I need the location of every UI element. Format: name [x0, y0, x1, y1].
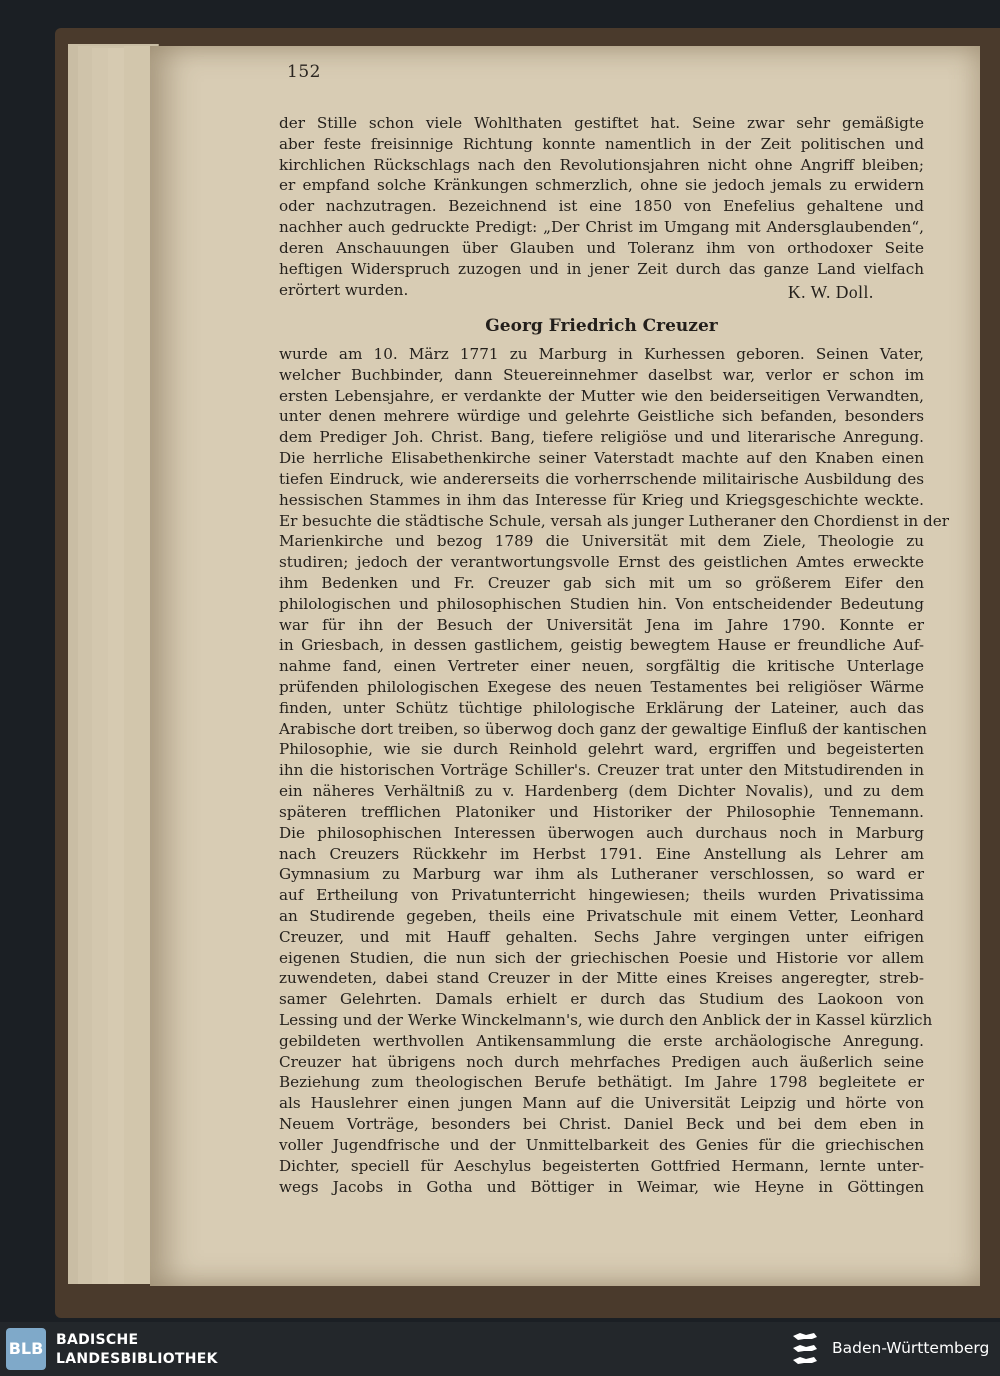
text-line: prüfenden philologischen Exegese des neuen Testamentes bei religiöser Wärme — [279, 678, 924, 696]
paragraph-previous-article — [279, 113, 924, 300]
blb-logo[interactable]: BLB — [6, 1328, 46, 1370]
text-line: nach Creuzers Rückkehr im Herbst 1791. Eine Anstellung als Lehrer am — [279, 844, 924, 863]
page-number: 152 — [287, 62, 321, 82]
text-line: Arabische dort treiben, so überwog doch ganz der gewaltige Einfluß der kantischen — [279, 719, 927, 738]
text-line: Beziehung zum theologischen Berufe bethätigt. Im Jahre 1798 begleitete er — [279, 1073, 924, 1092]
text-line: auf Ertheilung von Privatunterricht hingewiesen; theils wurden Privatissima — [279, 886, 924, 905]
text-line: als Hauslehrer einen jungen Mann auf die Universität Leipzig und hörte von — [279, 1094, 924, 1113]
text-line: heftigen Widerspruch zuzogen und in jener Zeit durch das ganze Land vielfach — [279, 259, 924, 278]
text-line: Philosophie, wie sie durch Reinhold gelehrt ward, ergriffen und begeisterten — [279, 740, 924, 759]
text-line: Creuzer hat übrigens noch durch mehrfaches Predigen auch äußerlich seine — [279, 1052, 924, 1071]
text-line: aber feste freisinnige Richtung konnte namentlich in der Zeit politischen und — [279, 134, 924, 153]
article-heading: Georg Friedrich Creuzer — [485, 316, 718, 336]
lions-coat-of-arms-icon — [790, 1330, 820, 1370]
text-line: Lessing und der Werke Winckelmann's, wie durch den Anblick der in Kassel kürzlich — [279, 1011, 933, 1029]
text-line: nahme fand, einen Vertreter einer neuen, sorgfältig die kritische Unterlage — [279, 657, 924, 676]
text-line: zuwendeten, dabei stand Creuzer in der Mitte eines Kreises angeregter, streb- — [279, 969, 924, 988]
text-line: dem Prediger Joh. Christ. Bang, tiefere religiöse und und literarische Anregung. — [279, 428, 924, 447]
text-line: ersten Lebensjahre, er verdankte der Mutter wie den beiderseitigen Verwandten, — [279, 386, 924, 405]
paragraph-creuzer-biography — [279, 344, 950, 1197]
text-line: deren Anschauungen über Glauben und Toleranz ihm von orthodoxer Seite — [279, 238, 924, 257]
text-line: erörtert wurden. — [279, 280, 409, 299]
text-line: finden, unter Schütz tüchtige philologische Erklärung der Lateiner, auch das — [279, 698, 924, 717]
text-line: Marienkirche und bezog 1789 die Universität mit dem Ziele, Theologie zu — [279, 532, 924, 551]
text-line: Creuzer, und mit Hauff gehalten. Sechs Jahre vergingen unter eifrigen — [279, 927, 924, 946]
library-name-line-1: BADISCHE — [56, 1332, 139, 1348]
text-line: gebildeten werthvollen Antikensammlung die erste archäologische Anregung. — [279, 1031, 924, 1050]
text-line: Die philosophischen Interessen überwogen auch durchaus noch in Marburg — [279, 823, 924, 842]
text-line: Neuem Vorträge, besonders bei Christ. Daniel Beck und bei dem eben in — [279, 1115, 924, 1134]
text-line: unter denen mehrere würdige und gelehrte Geistliche sich befanden, besonders — [279, 407, 924, 426]
text-line: eigenen Studien, die nun sich der griechischen Poesie und Historie vor allem — [279, 948, 924, 967]
text-line: an Studirende gegeben, theils eine Privatschule mit einem Vetter, Leonhard — [279, 906, 924, 925]
text-line: wurde am 10. März 1771 zu Marburg in Kurhessen geboren. Seinen Vater, — [279, 345, 924, 363]
text-line: ihm Bedenken und Fr. Creuzer gab sich mit um so größerem Eifer den — [279, 573, 924, 592]
text-line: samer Gelehrten. Damals erhielt er durch das Studium des Laokoon von — [279, 990, 924, 1009]
library-name — [56, 1331, 218, 1369]
text-line: nachher auch gedruckte Predigt: „Der Christ im Umgang mit Andersglaubenden“, — [279, 218, 924, 237]
text-line: oder nachzutragen. Bezeichnend ist eine 1850 von Enefelius gehaltene und — [279, 197, 924, 216]
text-line: Er besuchte die städtische Schule, versah als junger Lutheraner den Chordienst in der — [279, 511, 950, 530]
text-line: ein näheres Verhältniß zu v. Hardenberg (dem Dichter Novalis), und zu dem — [279, 782, 924, 801]
text-line: er empfand solche Kränkungen schmerzlich, ohne sie jedoch jemals zu erwidern — [279, 176, 924, 195]
text-line: wegs Jacobs in Gotha und Böttiger in Weimar, wie Heyne in Göttingen — [279, 1177, 924, 1196]
text-line: philologischen und philosophischen Studien hin. Von entscheidender Bedeutung — [279, 594, 924, 613]
text-line: war für ihn der Besuch der Universität Jena im Jahre 1790. Konnte er — [279, 615, 924, 634]
state-name: Baden-Württemberg — [832, 1339, 990, 1357]
text-line: Die herrliche Elisabethenkirche seiner Vaterstadt machte auf den Knaben einen — [279, 449, 924, 468]
text-line: studiren; jedoch der verantwortungsvolle Ernst des geistlichen Amtes erweckte — [279, 553, 924, 572]
author-signature: K. W. Doll. — [788, 282, 874, 302]
text-line: in Griesbach, in dessen gastlichem, geistig bewegtem Hause er freundliche Auf- — [279, 636, 924, 655]
text-line: kirchlichen Rückschlags nach den Revolutionsjahren nicht ohne Angriff bleiben; — [279, 155, 924, 174]
text-line: Gymnasium zu Marburg war ihm als Lutheraner verschlossen, so ward er — [279, 865, 924, 884]
text-line: hessischen Stammes in ihm das Interesse für Krieg und Kriegsgeschichte weckte. — [279, 490, 924, 509]
library-name-line-2: LANDESBIBLIOTHEK — [56, 1351, 218, 1367]
text-line: welcher Buchbinder, dann Steuereinnehmer daselbst war, verlor er schon im — [279, 365, 924, 384]
text-line: der Stille schon viele Wohlthaten gestiftet hat. Seine zwar sehr gemäßigte — [279, 114, 924, 132]
text-line: tiefen Eindruck, wie andererseits die vorherrschende militairische Ausbildung des — [279, 469, 924, 488]
text-line: Dichter, speciell für Aeschylus begeisterten Gottfried Hermann, lernte unter- — [279, 1156, 924, 1175]
text-line: voller Jugendfrische und der Unmittelbarkeit des Genies für die griechischen — [279, 1135, 924, 1154]
text-line: späteren trefflichen Platoniker und Historiker der Philosophie Tennemann. — [279, 802, 924, 821]
text-line: ihn die historischen Vorträge Schiller's. Creuzer trat unter den Mitstudirenden in — [279, 761, 924, 780]
